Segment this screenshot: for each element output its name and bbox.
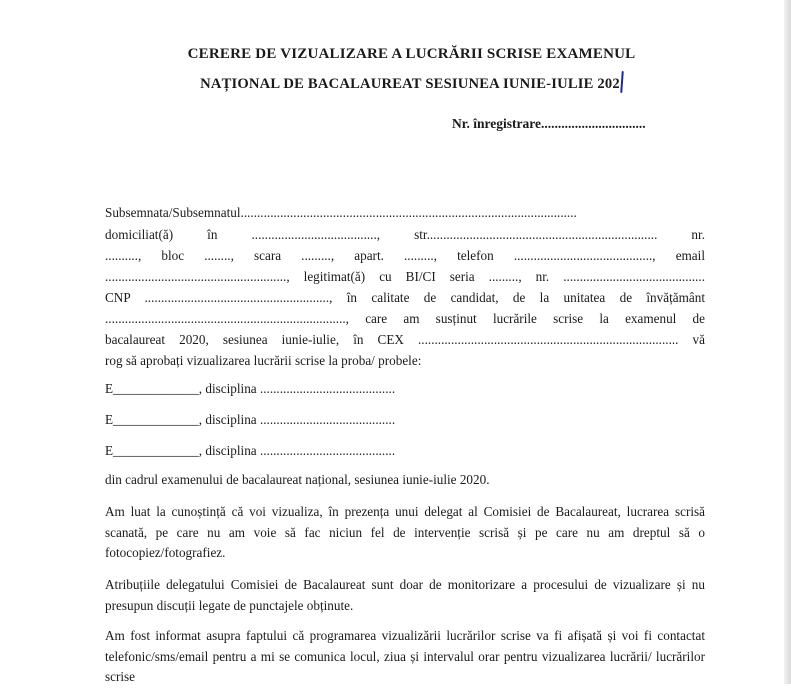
pen-mark — [620, 71, 624, 93]
exam-subject-3: E_____________, disciplina ......................................... — [105, 443, 396, 458]
document-title-line-1: CERERE DE VIZUALIZARE A LUCRĂRII SCRISE EXAMENUL — [187, 46, 636, 62]
form-line-exam: bacalaureat 2020, sesiunea iunie-iulie, în CEX ............................................................................... vă — [105, 332, 705, 347]
document-title-line-2 — [16, 71, 791, 93]
form-line-id-card: ......................................................., legitimat(ă) cu BI/CI seria ........., nr. ........................................... — [105, 269, 705, 284]
form-line-name: Subsemnata/Subsemnatul...................................................................................................... — [105, 205, 577, 220]
title-line-2-text: NAȚIONAL DE BACALAUREAT SESIUNEA IUNIE-IULIE 202 — [200, 76, 620, 92]
registration-number: Nr. înregistrare............................... — [452, 116, 646, 131]
form-line-school: ........................................................................., care am susținut lucrările scrise la examenul de — [105, 311, 705, 326]
form-line-cnp: CNP ........................................................, în calitate de candidat, de la unitatea de învățământ — [105, 290, 705, 305]
session-line: din cadrul examenului de bacalaureat național, sesiunea iunie-iulie 2020. — [105, 472, 490, 487]
form-line-address: domiciliat(ă) în ......................................, str...................................................................... nr. — [105, 227, 705, 242]
exam-subject-1: E_____________, disciplina ......................................... — [105, 381, 396, 396]
paragraph-acknowledgement: Am luat la cunoștință că voi vizualiza, în prezența unui delegat al Comisiei de Bacalaureat, lucrarea scrisă scanată, pe care nu am voie să fac niciun fel de intervenție scrisă și pe care nu am dreptul să o fotocopiez/fotografiez. — [105, 504, 705, 560]
page-edge — [784, 0, 791, 684]
form-line-request: rog să aprobați vizualizarea lucrării scrise la proba/ probele: — [105, 353, 422, 368]
exam-subject-2: E_____________, disciplina ......................................... — [105, 412, 396, 427]
form-line-contact: .........., bloc ........, scara ........., apart. ........., telefon .........................................., email — [105, 248, 705, 263]
paragraph-delegate-duties: Atribuțiile delegatului Comisiei de Bacalaureat sunt doar de monitorizare a procesului de vizualizare și nu presupun discuții legate de punctajele obținute. — [105, 577, 705, 613]
paragraph-scheduling: Am fost informat asupra faptului că programarea vizualizării lucrărilor scrise va fi afișată și voi fi contactat telefonic/sms/email pentru a mi se comunica locul, ziua și intervalul orar pentru vizualizarea lucrării/ lucrărilor scrise — [105, 628, 705, 684]
